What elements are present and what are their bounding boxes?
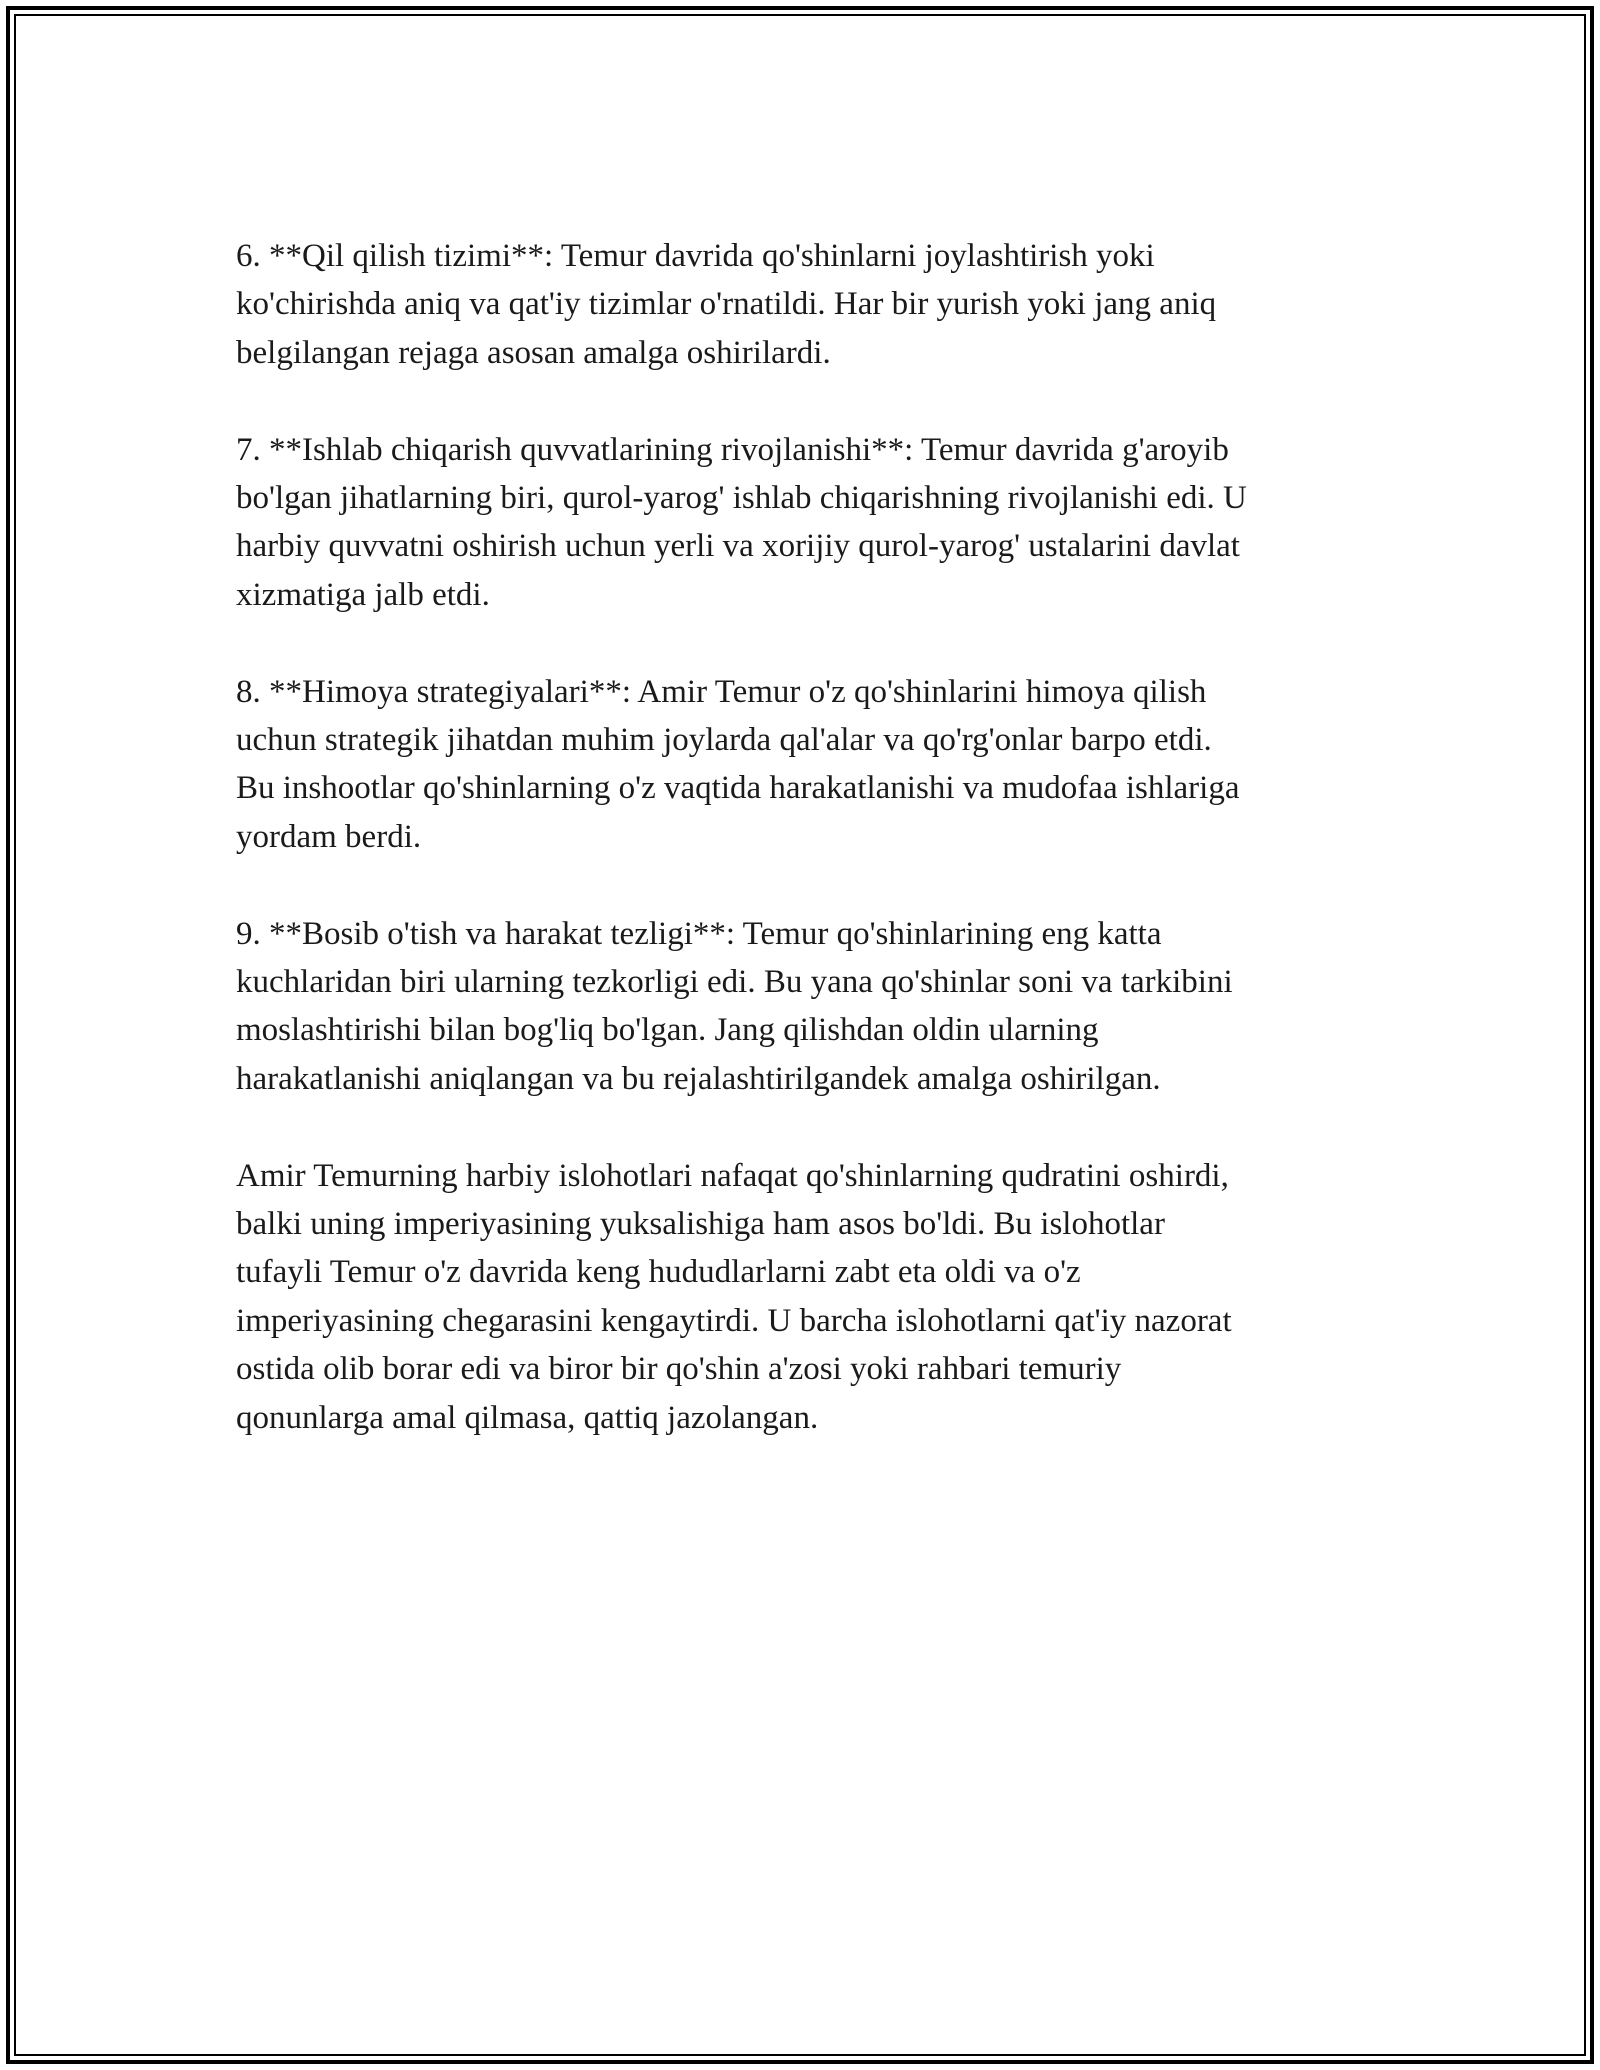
paragraph-item-6: 6. **Qil qilish tizimi**: Temur davrida qo'shinlarni joylashtirish yoki ko'chirishda aniq va qat'iy tizimlar o'rnatildi. Har bir yurish yoki jang aniq belgilangan rejaga asosan amalga oshirilardi.	[236, 238, 1217, 371]
paragraph-item-8: 8. **Himoya strategiyalari**: Amir Temur o'z qo'shinlarini himoya qilish uchun strategik jihatdan muhim joylarda qal'alar va qo'rg'onlar barpo etdi. Bu inshootlar qo'shinlarning o'z vaqtida harakatlanishi va mudofaa ishlariga yordam berdi.	[236, 673, 1240, 855]
paragraph-item-9: 9. **Bosib o'tish va harakat tezligi**: Temur qo'shinlarining eng katta kuchlaridan biri ularning tezkorligi edi. Bu yana qo'shinlar soni va tarkibini moslashtirishi bilan bog'liq bo'lgan. Jang qilishdan oldin ularning harakatlanishi aniqlangan va bu rejalashtirilgandek amalga oshirilgan.	[236, 915, 1233, 1097]
paragraph-conclusion: Amir Temurning harbiy islohotlari nafaqat qo'shinlarning qudratini oshirdi, balki uning imperiyasining yuksalishiga ham asos bo'ldi. Bu islohotlar tufayli Temur o'z davrida keng hududlarlarni zabt eta oldi va o'z imperiyasining chegarasini kengaytirdi. U barcha islohotlarni qat'iy nazorat ostida olib borar edi va biror bir qo'shin a'zosi yoki rahbari temuriy qonunlarga amal qilmasa, qattiq jazolangan.	[236, 1157, 1232, 1436]
paragraph-item-7: 7. **Ishlab chiqarish quvvatlarining rivojlanishi**: Temur davrida g'aroyib bo'lgan jihatlarning biri, qurol-yarog' ishlab chiqarishning rivojlanishi edi. U harbiy quvvatni oshirish uchun yerli va xorijiy qurol-yarog' ustalarini davlat xizmatiga jalb etdi.	[236, 431, 1247, 613]
document-body	[236, 232, 1366, 1490]
